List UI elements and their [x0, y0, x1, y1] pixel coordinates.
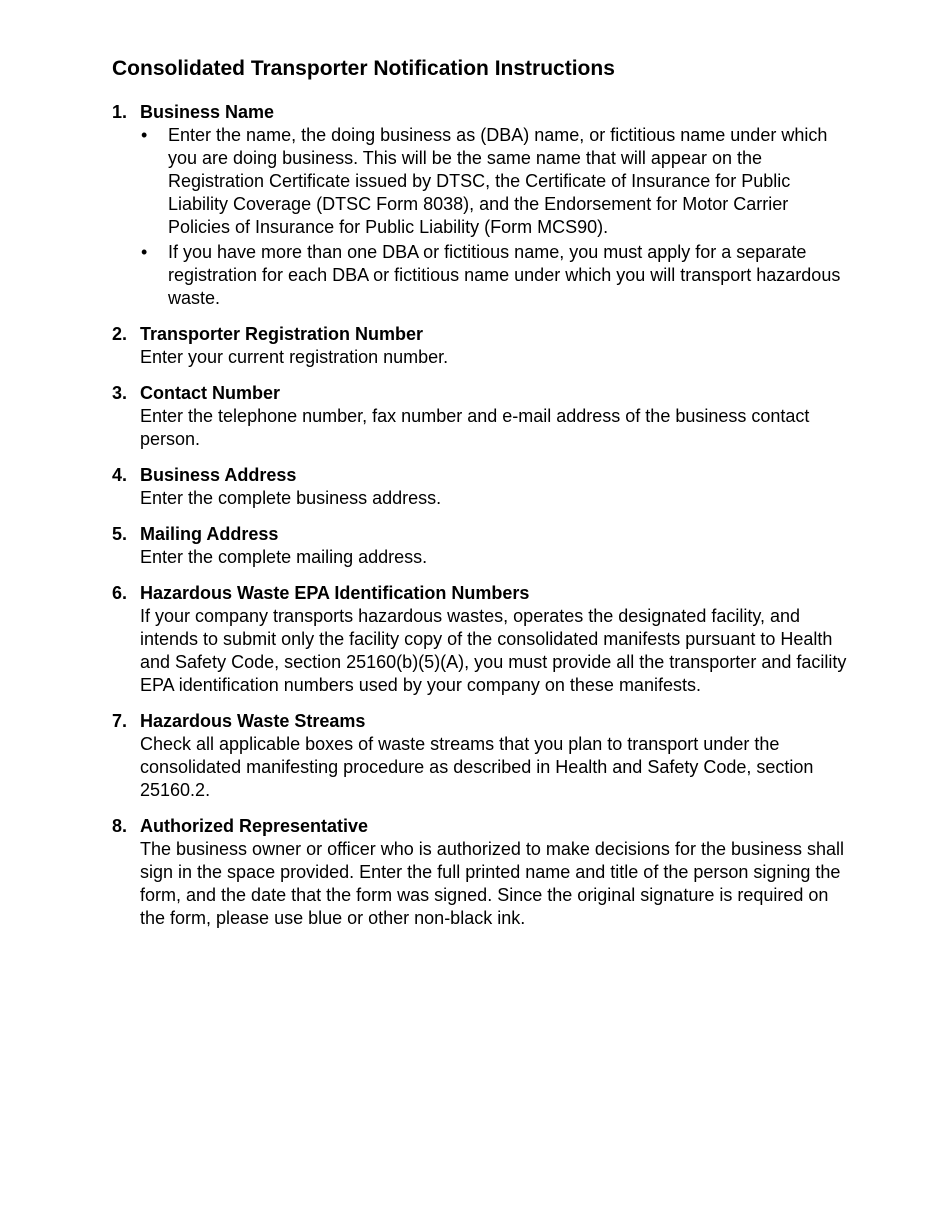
- section-number: 2.: [112, 324, 128, 344]
- section-number: 7.: [112, 711, 128, 731]
- section-number: 8.: [112, 816, 128, 836]
- section-transporter-registration-number: [112, 323, 850, 369]
- instruction-sections: [112, 101, 850, 930]
- section-mailing-address: [112, 523, 850, 569]
- section-number: 4.: [112, 465, 128, 485]
- bullet-icon: •: [141, 125, 148, 145]
- section-heading: Hazardous Waste EPA Identification Numbers: [140, 583, 530, 603]
- section-heading: Mailing Address: [140, 524, 279, 544]
- section-heading: Contact Number: [140, 383, 281, 403]
- section-number: 5.: [112, 524, 128, 544]
- section-hazardous-waste-streams: [112, 710, 850, 802]
- section-heading: Transporter Registration Number: [140, 324, 424, 344]
- section-heading: Authorized Representative: [140, 816, 369, 836]
- bullet-icon: •: [141, 242, 148, 262]
- section-business-name: [112, 101, 850, 310]
- section-authorized-representative: [112, 815, 850, 930]
- bullet-item: [140, 124, 850, 239]
- section-body: Enter your current registration number.: [140, 347, 449, 367]
- section-body: Enter the complete business address.: [140, 488, 442, 508]
- document-title: Consolidated Transporter Notification Instructions: [112, 57, 615, 80]
- section-body: The business owner or officer who is authorized to make decisions for the business shall sign in the space provided. Enter the full printed name and title of the person signing the form, and the date that the form was signed. Since the original signature is required on the form, please use blue or other non-black ink.: [140, 839, 845, 928]
- section-heading: Business Address: [140, 465, 297, 485]
- section-number: 6.: [112, 583, 128, 603]
- bullet-list: [140, 124, 850, 310]
- bullet-item: [140, 241, 850, 310]
- section-contact-number: [112, 382, 850, 451]
- section-body: If your company transports hazardous wastes, operates the designated facility, and intends to submit only the facility copy of the consolidated manifests pursuant to Health and Safety Code, section 25160(b)(5)(A), you must provide all the transporter and facility EPA identification numbers used by your company on these manifests.: [140, 606, 847, 695]
- section-body: Enter the complete mailing address.: [140, 547, 428, 567]
- section-body: Check all applicable boxes of waste streams that you plan to transport under the consolidated manifesting procedure as described in Health and Safety Code, section 25160.2.: [140, 734, 814, 800]
- bullet-text: If you have more than one DBA or fictitious name, you must apply for a separate registration for each DBA or fictitious name under which you will transport hazardous waste.: [168, 242, 841, 308]
- section-heading: Hazardous Waste Streams: [140, 711, 366, 731]
- section-body: Enter the telephone number, fax number and e-mail address of the business contact person.: [140, 406, 810, 449]
- section-heading: Business Name: [140, 102, 275, 122]
- section-business-address: [112, 464, 850, 510]
- section-epa-identification-numbers: [112, 582, 850, 697]
- section-number: 1.: [112, 102, 128, 122]
- section-number: 3.: [112, 383, 128, 403]
- bullet-text: Enter the name, the doing business as (DBA) name, or fictitious name under which you are doing business. This will be the same name that will appear on the Registration Certificate issued by DTSC, the Certificate of Insurance for Public Liability Coverage (DTSC Form 8038), and the Endorsement for Motor Carrier Policies of Insurance for Public Liability (Form MCS90).: [168, 125, 828, 237]
